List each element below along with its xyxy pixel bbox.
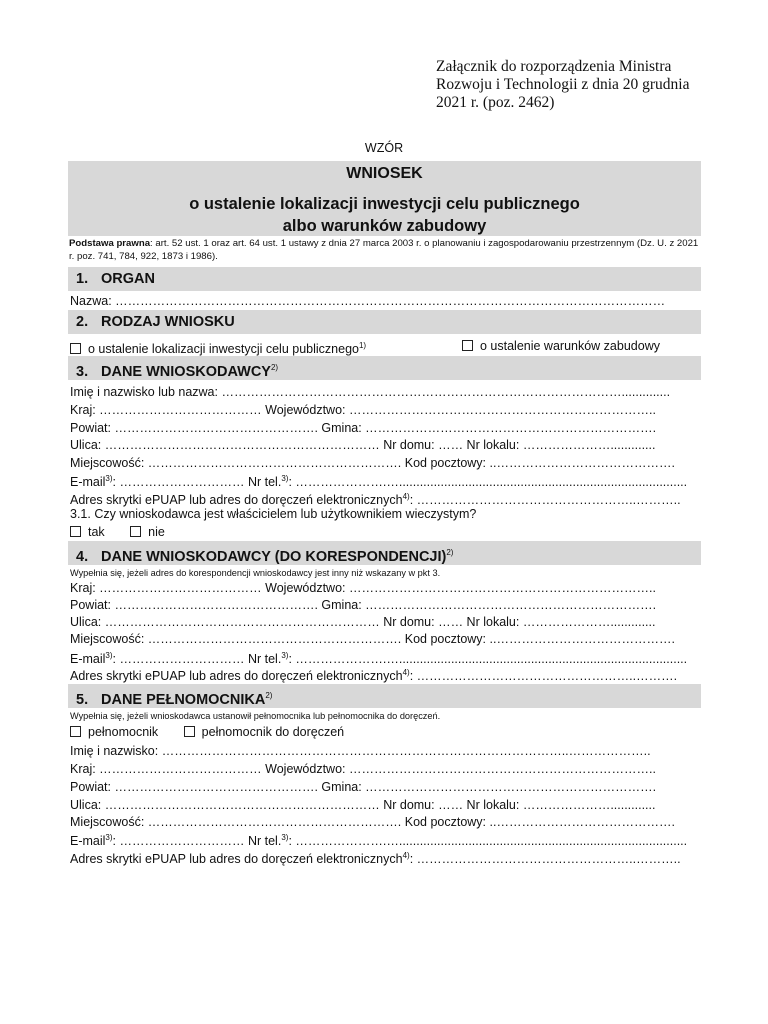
- phone-dots: : ………………….…...................................................................................: [288, 652, 688, 667]
- footnote-ref: 3): [281, 474, 289, 483]
- request-type-option-conditions[interactable]: [462, 338, 660, 354]
- epuap-dots: : ……………………………………………..………..: [409, 493, 681, 508]
- footnote-ref: 2): [270, 363, 279, 372]
- section-4-note: Wypełnia się, jeżeli adres do korespondencji wnioskodawcy jest inny niż wskazany w pkt 3.: [70, 568, 441, 578]
- section-5-number: 5.: [76, 691, 89, 708]
- ownership-option-yes-label: tak: [88, 525, 105, 539]
- legal-basis-label: Podstawa prawna: [69, 238, 151, 249]
- form-subtitle: [68, 193, 701, 237]
- wzor-label: WZÓR: [364, 141, 404, 155]
- ownership-question: 3.1. Czy wnioskodawca jest właścicielem lub użytkownikiem wieczystym?: [70, 507, 477, 521]
- applicant-email-phone-field[interactable]: [70, 471, 701, 490]
- section-1-header: [68, 267, 701, 291]
- phone-dots: : ………………….…...................................................................................: [288, 475, 688, 490]
- epuap-label: Adres skrytki ePUAP lub adres do doręczeń elektronicznych: [70, 493, 403, 508]
- correspondence-district-commune-field[interactable]: Powiat: …………………………………………. Gmina: …………………………………………………………….: [70, 598, 657, 612]
- applicant-city-postcode-field[interactable]: Miejscowość: ……………………………………………………. Kod pocztowy: ..…………………………………….: [70, 456, 675, 470]
- phone-label: : ………………………… Nr tel.: [112, 475, 282, 490]
- request-type-option-conditions-label: o ustalenie warunków zabudowy: [480, 339, 660, 353]
- proxy-street-field[interactable]: Ulica: ………………………………………………………… Nr domu: …… Nr lokalu: ………………….............: [70, 798, 656, 812]
- checkbox-icon[interactable]: [130, 526, 141, 537]
- organ-name-field[interactable]: Nazwa: ……………………………………………………………………………………………………………………: [70, 294, 666, 308]
- proxy-option-delivery[interactable]: [184, 725, 344, 739]
- proxy-email-phone-field[interactable]: [70, 830, 701, 849]
- annex-line-1: Załącznik do rozporządzenia Ministra: [436, 58, 672, 75]
- email-label: E-mail: [70, 834, 106, 849]
- footnote-ref: 4): [402, 851, 410, 860]
- footnote-ref: 3): [105, 833, 113, 842]
- footnote-ref: 3): [105, 474, 113, 483]
- applicant-street-field[interactable]: Ulica: ………………………………………………………… Nr domu: …… Nr lokalu: ………………….............: [70, 438, 656, 452]
- proxy-option-attorney[interactable]: [70, 725, 158, 739]
- phone-label: : ………………………… Nr tel.: [112, 652, 282, 667]
- form-title-box: [68, 161, 701, 236]
- correspondence-country-province-field[interactable]: Kraj: ………………………………… Województwo: ………………………………………………………………..: [70, 581, 656, 595]
- footnote-ref: 3): [281, 833, 289, 842]
- section-3-header: [68, 356, 701, 380]
- annex-header: [436, 58, 736, 112]
- annex-line-3: 2021 r. (poz. 2462): [436, 94, 555, 111]
- section-5-header: [68, 684, 701, 708]
- ownership-option-no[interactable]: [130, 525, 165, 539]
- proxy-epuap-field[interactable]: [70, 848, 701, 867]
- legal-basis: [69, 238, 701, 263]
- epuap-dots: : ……………………………………………..………..: [409, 852, 681, 867]
- checkbox-icon[interactable]: [462, 340, 473, 351]
- correspondence-epuap-field[interactable]: [70, 665, 701, 684]
- proxy-type-options: [70, 724, 701, 740]
- phone-dots: : ………………….…...................................................................................: [288, 834, 688, 849]
- proxy-option-attorney-label: pełnomocnik: [88, 725, 159, 739]
- correspondence-street-field[interactable]: Ulica: ………………………………………………………… Nr domu: …… Nr lokalu: ………………….............: [70, 615, 656, 629]
- footnote-ref: 2): [446, 548, 454, 557]
- section-1-number: 1.: [76, 271, 89, 287]
- footnote-ref: 2): [265, 691, 273, 700]
- checkbox-icon[interactable]: [70, 343, 81, 354]
- request-type-option-location-label: o ustalenie lokalizacji inwestycji celu publicznego: [88, 342, 359, 357]
- checkbox-icon[interactable]: [70, 526, 81, 537]
- section-3-number: 3.: [76, 363, 89, 380]
- footnote-ref: 3): [105, 651, 113, 660]
- section-4-title: DANE WNIOSKODAWCY (DO KORESPONDENCJI): [101, 548, 447, 565]
- ownership-options: [70, 524, 701, 540]
- epuap-label: Adres skrytki ePUAP lub adres do doręczeń elektronicznych: [70, 852, 403, 867]
- section-4-number: 4.: [76, 548, 89, 565]
- email-label: E-mail: [70, 475, 106, 490]
- proxy-city-postcode-field[interactable]: Miejscowość: ……………………………………………………. Kod pocztowy: ..…………………………………….: [70, 815, 675, 829]
- applicant-name-field[interactable]: Imię i nazwisko lub nazwa: ……………………………………………………………………………………..............: [70, 385, 671, 399]
- footnote-ref: 4): [402, 492, 410, 501]
- proxy-name-field[interactable]: Imię i nazwisko: ……………………………………………………………………………………..………………..: [70, 744, 651, 758]
- checkbox-icon[interactable]: [184, 726, 195, 737]
- epuap-label: Adres skrytki ePUAP lub adres do doręczeń elektronicznych: [70, 669, 403, 684]
- section-5-note: Wypełnia się, jeżeli wnioskodawca ustanowił pełnomocnika lub pełnomocnika do doręczeń.: [70, 711, 441, 721]
- phone-label: : ………………………… Nr tel.: [112, 834, 282, 849]
- section-2-number: 2.: [76, 314, 89, 330]
- request-type-row: [70, 338, 701, 357]
- applicant-district-commune-field[interactable]: Powiat: …………………………………………. Gmina: …………………………………………………………….: [70, 421, 657, 435]
- correspondence-city-postcode-field[interactable]: Miejscowość: ……………………………………………………. Kod pocztowy: ..…………………………………….: [70, 632, 675, 646]
- checkbox-icon[interactable]: [70, 726, 81, 737]
- section-2-header: [68, 310, 701, 334]
- section-4-header: [68, 541, 701, 565]
- footnote-ref: 4): [402, 668, 410, 677]
- form-subtitle-line-2: albo warunków zabudowy: [282, 217, 487, 235]
- applicant-country-province-field[interactable]: Kraj: ………………………………… Województwo: ………………………………………………………………..: [70, 403, 656, 417]
- section-5-title: DANE PEŁNOMOCNIKA: [101, 691, 266, 708]
- footnote-ref: 3): [281, 651, 289, 660]
- epuap-dots: : ……………………………………………..……….: [409, 669, 678, 684]
- proxy-district-commune-field[interactable]: Powiat: …………………………………………. Gmina: …………………………………………………………….: [70, 780, 657, 794]
- request-type-option-location[interactable]: [70, 342, 366, 356]
- ownership-option-yes[interactable]: [70, 525, 105, 539]
- form-subtitle-line-1: o ustalenie lokalizacji inwestycji celu publicznego: [189, 195, 580, 213]
- footnote-ref: 1): [358, 341, 367, 350]
- section-3-title: DANE WNIOSKODAWCY: [101, 363, 271, 380]
- legal-basis-text: : art. 52 ust. 1 oraz art. 64 ust. 1 ustawy z dnia 27 marca 2003 r. o planowaniu i zagospodarowaniu przestrzennym (Dz. U. z 2021 r. poz. 741, 784, 922, 1873 i 1986).: [69, 238, 699, 262]
- section-2-title: RODZAJ WNIOSKU: [101, 314, 235, 330]
- ownership-option-no-label: nie: [148, 525, 165, 539]
- proxy-option-delivery-label: pełnomocnik do doręczeń: [201, 725, 345, 739]
- proxy-country-province-field[interactable]: Kraj: ………………………………… Województwo: ………………………………………………………………..: [70, 762, 656, 776]
- form-title: WNIOSEK: [346, 165, 423, 182]
- annex-line-2: Rozwoju i Technologii z dnia 20 grudnia: [436, 76, 690, 93]
- section-1-title: ORGAN: [101, 271, 155, 287]
- email-label: E-mail: [70, 652, 106, 667]
